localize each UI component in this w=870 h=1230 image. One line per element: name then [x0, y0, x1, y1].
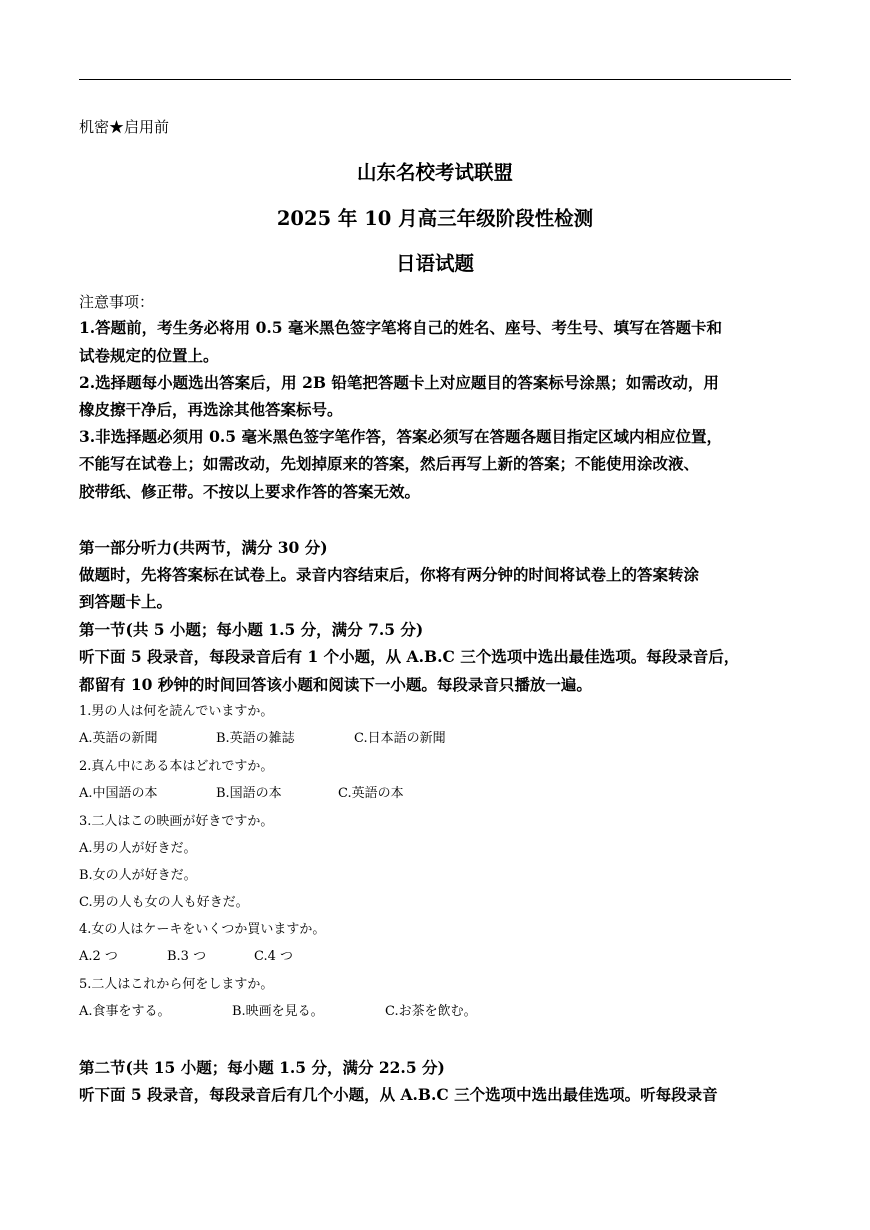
confidential-label: 机密★启用前 — [79, 118, 170, 136]
notice-line: 3.非选择题必须用 0.5 毫米黑色签字笔作答，答案必须写在答题各题目指定区域内相应位置， — [79, 427, 722, 446]
question-4-stem: 4.女の人はケーキをいくつか買いますか。 — [79, 922, 326, 937]
question-1-option-c: C.日本語の新聞 — [354, 731, 446, 746]
question-1-option-a: A.英語の新聞 — [79, 731, 158, 746]
part1-heading: 第一部分听力(共两节，满分 30 分) — [79, 538, 328, 557]
question-3-option-c: C.男の人も女の人も好きだ。 — [79, 895, 249, 910]
question-4-option-b: B.3 つ — [167, 949, 207, 964]
part1-intro-line: 到答题卡上。 — [79, 592, 173, 611]
notice-line: 1.答题前，考生务必将用 0.5 毫米黑色签字笔将自己的姓名、座号、考生号、填写在答题卡和 — [79, 318, 722, 337]
header-rule — [79, 79, 791, 80]
question-4-option-c: C.4 つ — [254, 949, 294, 964]
notice-heading: 注意事项： — [79, 293, 155, 311]
section1-instruction-line: 都留有 10 秒钟的时间回答该小题和阅读下一小题。每段录音只播放一遍。 — [79, 675, 592, 694]
question-2-stem: 2.真ん中にある本はどれですか。 — [79, 759, 274, 774]
question-5-option-b: B.映画を見る。 — [232, 1004, 324, 1019]
question-2-option-b: B.国語の本 — [216, 786, 282, 801]
section2-heading: 第二节(共 15 小题；每小题 1.5 分，满分 22.5 分) — [79, 1058, 445, 1077]
question-5-option-c: C.お茶を飲む。 — [385, 1004, 477, 1019]
question-5-stem: 5.二人はこれから何をしますか。 — [79, 977, 274, 992]
section2-instruction-line: 听下面 5 段录音，每段录音后有几个小题，从 A.B.C 三个选项中选出最佳选项。听每段录音 — [79, 1085, 718, 1104]
question-1-stem: 1.男の人は何を読んでいますか。 — [79, 704, 274, 719]
question-3-option-b: B.女の人が好きだ。 — [79, 868, 197, 883]
question-1-option-b: B.英語の雑誌 — [216, 731, 295, 746]
notice-line: 不能写在试卷上；如需改动，先划掉原来的答案，然后再写上新的答案；不能使用涂改液、 — [79, 454, 700, 473]
section1-heading: 第一节(共 5 小题；每小题 1.5 分，满分 7.5 分) — [79, 620, 424, 639]
question-2-option-c: C.英語の本 — [338, 786, 404, 801]
notice-line: 胶带纸、修正带。不按以上要求作答的答案无效。 — [79, 482, 421, 501]
exam-date-title: 2025 年 10 月高三年级阶段性检测 — [276, 207, 594, 230]
question-3-stem: 3.二人はこの映画が好きですか。 — [79, 814, 274, 829]
exam-organizer-title: 山东名校考试联盟 — [356, 161, 513, 184]
notice-line: 橡皮擦干净后，再选涂其他答案标号。 — [79, 400, 343, 419]
subject-title: 日语试题 — [395, 252, 474, 275]
part1-intro-line: 做题时，先将答案标在试卷上。录音内容结束后，你将有两分钟的时间将试卷上的答案转涂 — [79, 565, 700, 584]
section1-instruction-line: 听下面 5 段录音，每段录音后有 1 个小题，从 A.B.C 三个选项中选出最佳选项。每段录音后， — [79, 647, 740, 666]
question-4-option-a: A.2 つ — [79, 949, 118, 964]
notice-line: 2.选择题每小题选出答案后，用 2B 铅笔把答题卡上对应题目的答案标号涂黑；如需改动，用 — [79, 373, 719, 392]
question-2-option-a: A.中国語の本 — [79, 786, 158, 801]
question-3-option-a: A.男の人が好きだ。 — [79, 841, 197, 856]
question-5-option-a: A.食事をする。 — [79, 1004, 171, 1019]
notice-line: 试卷规定的位置上。 — [79, 346, 219, 365]
